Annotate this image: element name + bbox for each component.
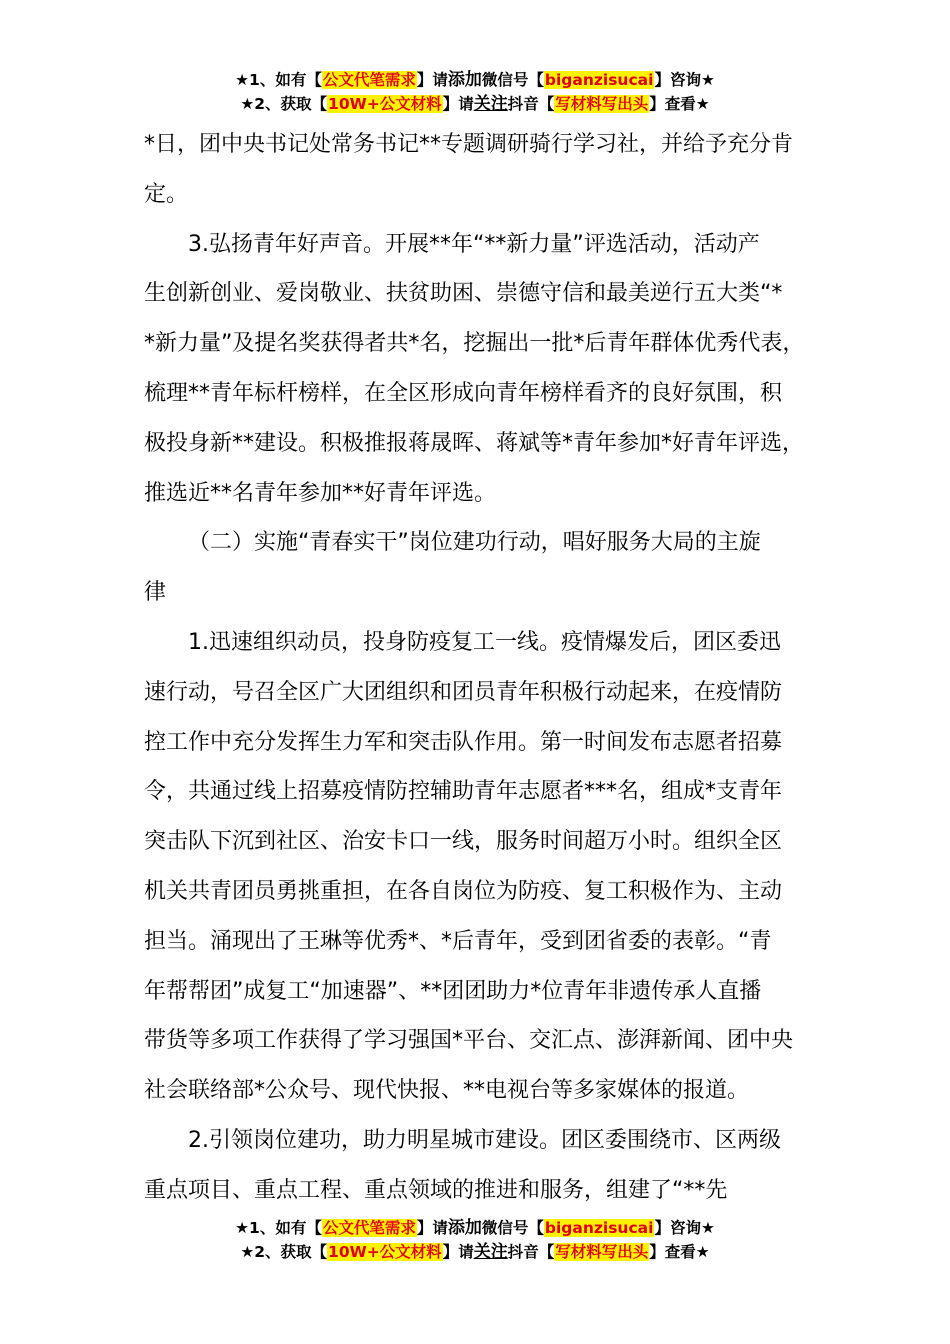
text-line: 梳理**青年标杆榜样，在全区形成向青年榜样看齐的良好氛围，积 xyxy=(144,380,783,406)
text-line: 机关共青团员勇挑重担，在各自岗位为防疫、复工积极作为、主动 xyxy=(144,878,783,904)
text-line: 年帮帮团”成复工“加速器”、**团团助力*位青年非遗传承人直播 xyxy=(144,978,762,1004)
text-line: 社会联络部*公众号、现代快报、**电视台等多家媒体的报道。 xyxy=(144,1078,750,1104)
highlight-service: 公文代笔需求 xyxy=(322,71,416,89)
banner-line-2: ★2、获取【10W+公文材料】请关注抖音【写材料写出头】查看★ xyxy=(240,94,710,114)
text-line: 带货等多项工作获得了学习强国*平台、交汇点、澎湃新闻、团中央 xyxy=(144,1028,794,1054)
paragraph-start: 2.引领岗位建功，助力明星城市建设。团区委围绕市、区两级 xyxy=(188,1127,781,1153)
highlight-wechat-id: biganzisucai xyxy=(544,71,654,89)
highlight-douyin-account: 写材料写出头 xyxy=(555,95,649,113)
text-line: 推选近**名青年参加**好青年评选。 xyxy=(144,480,497,506)
highlight-materials: 10W+公文材料 xyxy=(328,95,442,113)
text-line: 速行动，号召全区广大团组织和团员青年积极行动起来，在疫情防 xyxy=(144,679,783,705)
highlight-douyin-account: 写材料写出头 xyxy=(555,1243,649,1261)
highlight-service: 公文代笔需求 xyxy=(322,1219,416,1237)
banner-line-1: ★1、如有【公文代笔需求】请添加微信号【biganzisucai】咨询★ xyxy=(235,70,715,90)
document-body xyxy=(144,120,834,1216)
footer-banner xyxy=(0,1216,950,1264)
banner-line-2: ★2、获取【10W+公文材料】请关注抖音【写材料写出头】查看★ xyxy=(240,1242,710,1262)
text-line: 控工作中充分发挥生力军和突击队作用。第一时间发布志愿者招募 xyxy=(144,729,783,755)
paragraph-start: 1.迅速组织动员，投身防疫复工一线。疫情爆发后，团区委迅 xyxy=(188,629,781,655)
header-banner xyxy=(0,68,950,116)
text-line: *新力量”及提名奖获得者共*名，挖掘出一批*后青年群体优秀代表， xyxy=(144,331,805,357)
text-line: 生创新创业、爱岗敬业、扶贫助困、崇德守信和最美逆行五大类“* xyxy=(144,281,783,307)
text-line: 极投身新**建设。积极推报蒋晟晖、蒋斌等*青年参加*好青年评选， xyxy=(144,430,805,456)
banner-line-1: ★1、如有【公文代笔需求】请添加微信号【biganzisucai】咨询★ xyxy=(235,1218,715,1238)
paragraph-start: 3.弘扬青年好声音。开展**年“**新力量”评选活动，活动产 xyxy=(188,231,760,257)
text-line: 突击队下沉到社区、治安卡口一线，服务时间超万小时。组织全区 xyxy=(144,829,783,855)
highlight-materials: 10W+公文材料 xyxy=(328,1243,442,1261)
highlight-wechat-id: biganzisucai xyxy=(544,1219,654,1237)
text-line: 定。 xyxy=(144,181,189,207)
section-heading: （二）实施“青春实干”岗位建功行动，唱好服务大局的主旋 xyxy=(188,530,761,556)
text-line: 重点项目、重点工程、重点领域的推进和服务，组建了“**先 xyxy=(144,1177,728,1203)
text-line: 令，共通过线上招募疫情防控辅助青年志愿者***名，组成*支青年 xyxy=(144,779,783,805)
section-heading-continued: 律 xyxy=(144,580,167,606)
text-line: 担当。涌现出了王琳等优秀*、*后青年，受到团省委的表彰。“青 xyxy=(144,928,772,954)
text-line: *日，团中央书记处常务书记**专题调研骑行学习社，并给予充分肯 xyxy=(144,132,794,157)
